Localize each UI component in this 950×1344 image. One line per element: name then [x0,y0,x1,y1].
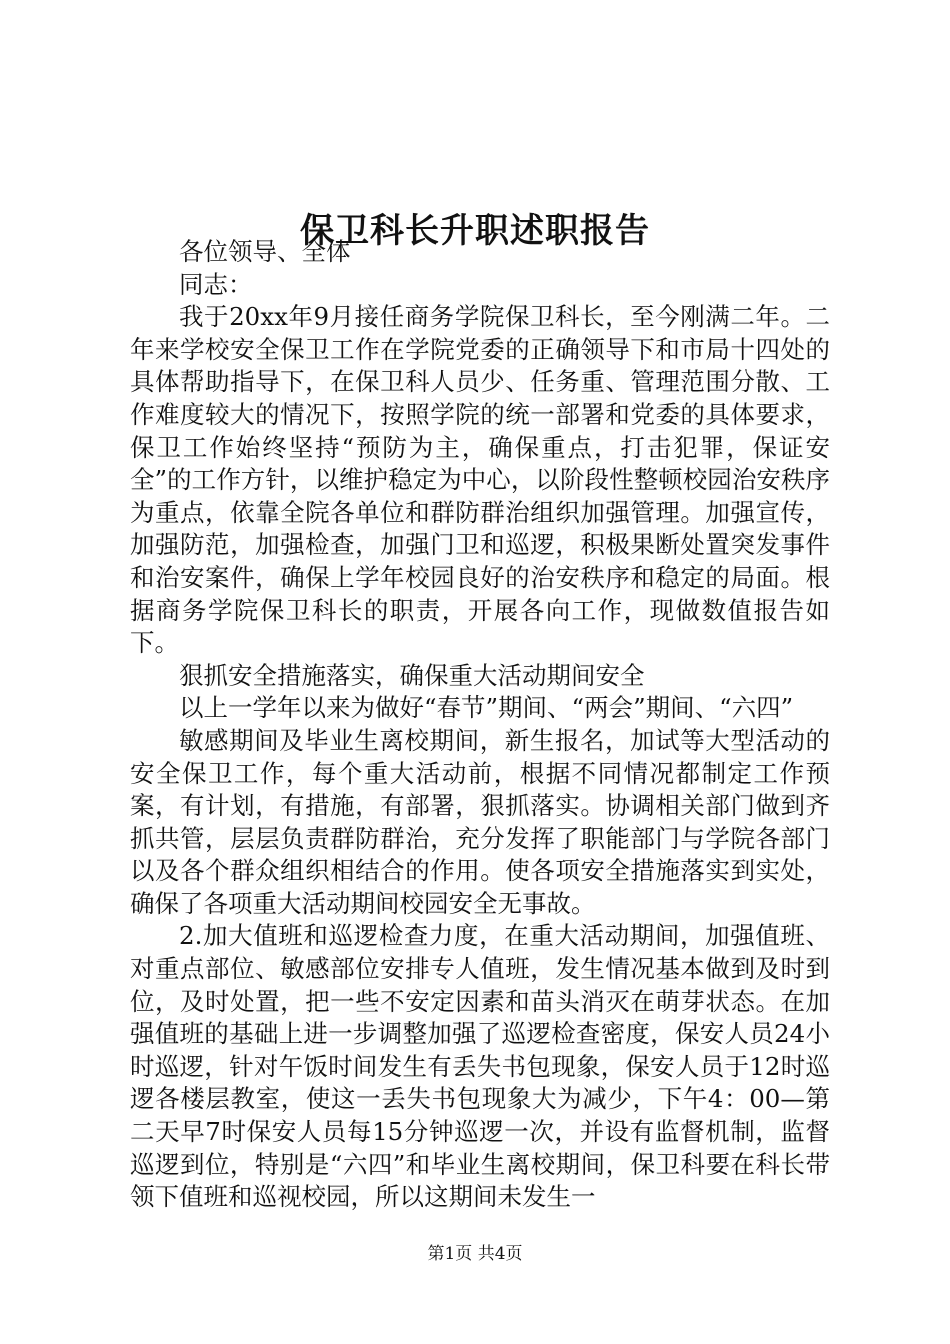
document-body [130,236,830,1214]
intro-paragraph: 我于20xx年9月接任商务学院保卫科长，至今刚满二年。二年来学校安全保卫工作在学院党委的正确领导下和市局十四处的具体帮助指导下，在保卫科人员少、任务重、管理范围分散、工作难度较大的情况下，按照学院的统一部署和党委的具体要求，保卫工作始终坚持“预防为主，确保重点，打击犯罪，保证安全”的工作方针，以维护稳定为中心，以阶段性整顿校园治安秩序为重点，依靠全院各单位和群防群治组织加强管理。加强宣传，加强防范，加强检查，加强门卫和巡逻，积极果断处置突发事件和治安案件，确保上学年校园良好的治安秩序和稳定的局面。根据商务学院保卫科长的职责，开展各向工作，现做数值报告如下。 [130,302,830,658]
salutation-line-2: 同志： [179,269,253,299]
paragraph-4: 2.加大值班和巡逻检查力度，在重大活动期间，加强值班、对重点部位、敏感部位安排专人值班，发生情况基本做到及时到位，及时处置，把一些不安定因素和苗头消灭在萌芽状态。在加强值班的基础上进一步调整加强了巡逻检查密度，保安人员24小时巡逻，针对午饭时间发生有丢失书包现象，保安人员于12时巡逻各楼层教室，使这一丢失书包现象大为减少，下午4：00—第二天早7时保安人员每15分钟巡逻一次，并设有监督机制，监督巡逻到位，特别是“六四”和毕业生离校期间，保卫科要在科长带领下值班和巡视校园，所以这期间未发生一 [130,921,830,1212]
page-indicator: 第1页 共4页 [427,1244,523,1264]
paragraph-2: 以上一学年以来为做好“春节”期间、“两会”期间、“六四” [179,693,794,723]
document-title: 保卫科长升职述职报告 [300,210,650,251]
paragraph-3: 敏感期间及毕业生离校期间，新生报名，加试等大型活动的安全保卫工作，每个重大活动前，根据不同情况都制定工作预案，有计划，有措施，有部署，狠抓落实。协调相关部门做到齐抓共管，层层负责群防群治，充分发挥了职能部门与学院各部门以及各个群众组织相结合的作用。使各项安全措施落实到实处，确保了各项重大活动期间校园安全无事故。 [130,725,830,918]
section-heading: 狠抓安全措施落实，确保重大活动期间安全 [179,660,645,690]
salutation-line-1: 各位领导、全体 [179,237,351,266]
page-footer [0,1242,950,1266]
